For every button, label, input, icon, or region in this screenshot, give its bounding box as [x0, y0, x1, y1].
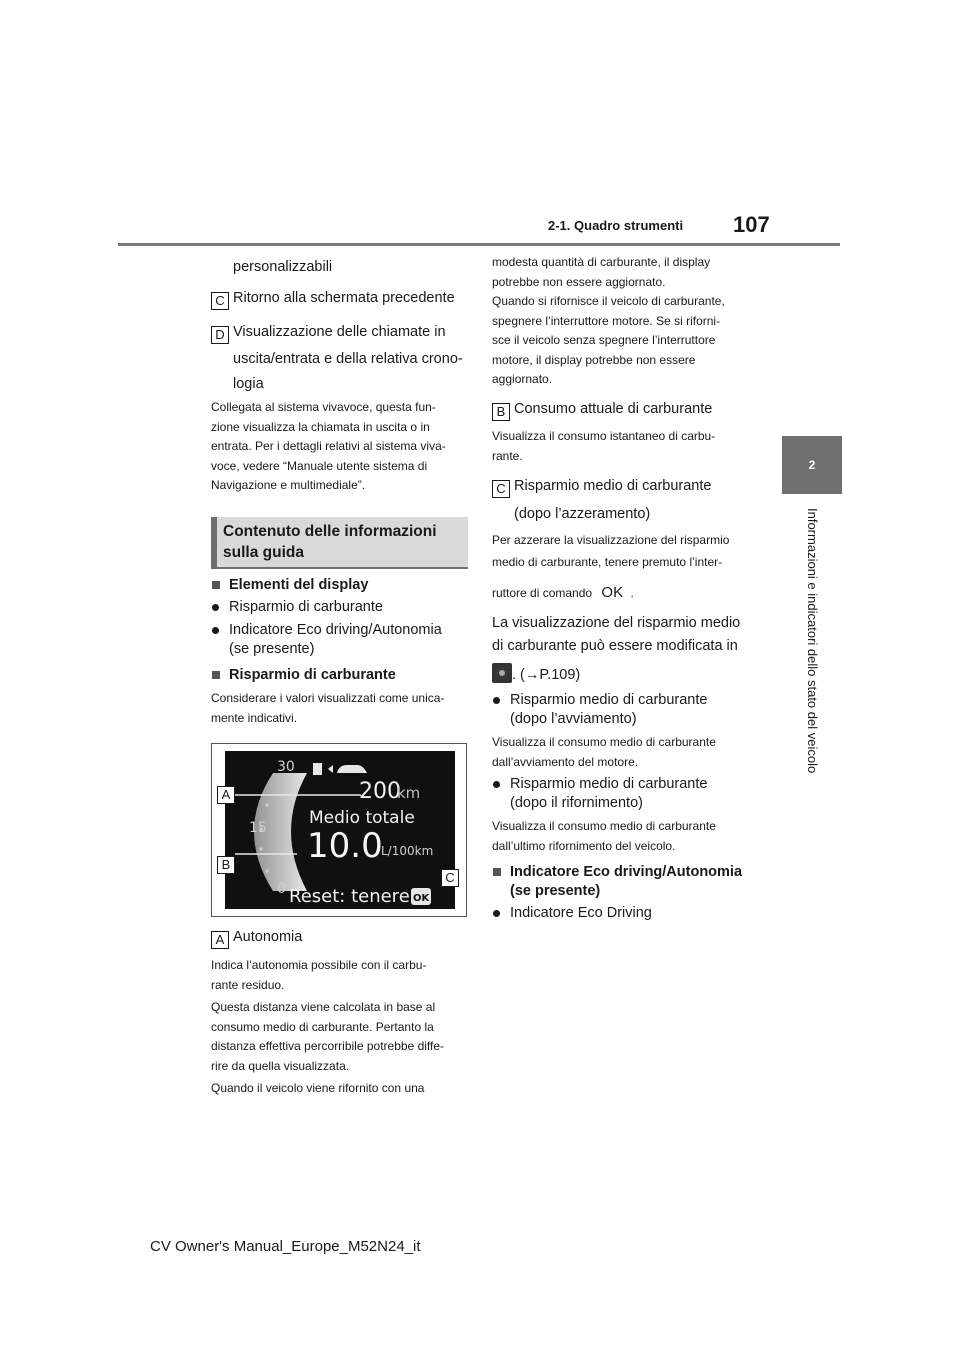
text-line: rire da quella visualizzata.: [211, 1058, 350, 1073]
chapter-title: Informazioni e indicatori dello stato del veicolo: [805, 508, 820, 774]
item-a-description: [211, 956, 473, 1099]
callout-b: B: [217, 856, 235, 874]
text-line: dall’avviamento del motore.: [492, 754, 639, 769]
page-number: 107: [733, 212, 770, 237]
text-line: aggiornato.: [492, 372, 553, 386]
callout-c: C: [441, 869, 459, 887]
page-reference: . (→P.109): [512, 667, 581, 683]
reset-desc-3-text: ruttore di comando: [492, 586, 593, 600]
text-line: Questa distanza viene calcolata in base al: [211, 1000, 436, 1014]
text-line: rante.: [492, 448, 523, 463]
bullet-fuel-economy: Risparmio di carburante: [229, 599, 383, 615]
range-unit: km: [397, 784, 421, 802]
item-d-line3: logia: [233, 376, 264, 392]
item-c-right-heading: [492, 477, 711, 498]
instrument-display-figure: [211, 743, 467, 917]
subheading-fuel-economy: Risparmio di carburante: [229, 667, 396, 683]
heading-accent-bar: [211, 517, 217, 567]
chapter-number: 2: [808, 458, 816, 472]
item-b-description: [492, 427, 754, 466]
item-a-heading: [211, 928, 302, 949]
settings-gear-icon: [492, 663, 512, 683]
after-refuel-description: [492, 817, 754, 856]
reset-desc-2: medio di carburante, tenere premuto l’inter-: [492, 555, 723, 569]
text-line: zione visualizza la chiamata in uscita o in: [211, 419, 430, 434]
text-line: voce, vedere “Manuale utente sistema di: [211, 458, 428, 473]
para-line-2: di carburante può essere modificata in: [492, 638, 738, 654]
para-line-1: La visualizzazione del risparmio medio: [492, 615, 741, 631]
arrow-left-icon: [328, 765, 333, 773]
item-b-heading: [492, 400, 712, 421]
display-screen: [225, 751, 455, 909]
ok-button-label: OK: [413, 893, 430, 904]
text-line: consumo medio di carburante. Pertanto la: [211, 1019, 434, 1034]
bullet-after-refuel-cont: (dopo il rifornimento): [510, 795, 643, 811]
section-heading: [223, 521, 463, 563]
text-line: dall’ultimo rifornimento del veicolo.: [492, 838, 676, 853]
text-line: Quando il veicolo viene rifornito con una: [211, 1081, 425, 1095]
label-a: A: [211, 931, 229, 949]
text-line: Considerare i valori visualizzati come unica-: [211, 691, 445, 705]
section-label: 2-1. Quadro strumenti: [548, 218, 684, 233]
item-c-right-text: Risparmio medio di carburante: [514, 478, 712, 494]
chapter-tab: [782, 436, 842, 494]
subheading-eco-indicator-cont: (se presente): [510, 883, 601, 899]
item-d-description: [211, 398, 471, 496]
heading-line-2: sulla guida: [223, 544, 304, 561]
gauge-label-30: 30: [277, 759, 295, 775]
section-heading-rule: [211, 567, 468, 569]
item-c-right-cont: (dopo l’azzeramento): [514, 506, 651, 522]
text-line: Visualizza il consumo medio di carburante: [492, 735, 716, 749]
subheading-display-elements: Elementi del display: [229, 577, 369, 593]
item-c-text: Ritorno alla schermata precedente: [233, 290, 455, 306]
label-d: D: [211, 326, 229, 344]
text-line: Indica l’autonomia possibile con il carbu-: [211, 958, 427, 972]
item-a-text: Autonomia: [233, 929, 303, 945]
reset-text: Reset: tenere: [289, 886, 410, 907]
label-c-right: C: [492, 480, 510, 498]
footer-manual-id: CV Owner's Manual_Europe_M52N24_it: [150, 1238, 421, 1255]
text-line: motore, il display potrebbe non essere: [492, 352, 696, 367]
ok-switch-glyph: OK: [601, 584, 624, 601]
callout-a: A: [217, 786, 235, 804]
right-intro: [492, 253, 754, 390]
consumption-unit: L/100km: [381, 844, 434, 858]
gauge-tick: [265, 803, 268, 806]
gauge-label-0: 0: [277, 881, 286, 897]
bullet-after-start: Risparmio medio di carburante: [510, 692, 708, 708]
text-line: Visualizza il consumo medio di carburante: [492, 819, 716, 833]
settings-reference: [492, 663, 580, 685]
subheading-eco-indicator: Indicatore Eco driving/Autonomia: [510, 864, 743, 880]
label-b: B: [492, 403, 510, 421]
bullet-eco-indicator: Indicatore Eco driving/Autonomia: [229, 622, 442, 638]
text-line: spegnere l’interruttore motore. Se si riforni-: [492, 313, 721, 328]
gauge-tick: [259, 847, 262, 850]
fuel-economy-description: [211, 689, 471, 728]
heading-line-1: Contenuto delle informazioni: [223, 523, 437, 540]
chapter-title-vertical: [806, 508, 820, 798]
bullet-after-start-cont: (dopo l’avviamento): [510, 711, 637, 727]
continued-text: personalizzabili: [233, 259, 333, 275]
text-line: potrebbe non essere aggiornato.: [492, 274, 666, 289]
gauge-tick: [265, 869, 268, 872]
text-line: modesta quantità di carburante, il display: [492, 255, 711, 269]
consumption-value: 10.0: [307, 826, 383, 866]
label-c: C: [211, 292, 229, 310]
fuel-pump-icon: [313, 763, 322, 775]
bullet-eco-driving: Indicatore Eco Driving: [510, 905, 652, 921]
section-heading-box: [211, 517, 468, 567]
text-line: sce il veicolo senza spegnere l’interruttore: [492, 333, 716, 347]
range-value: 200: [359, 779, 401, 804]
bullet-after-refuel: Risparmio medio di carburante: [510, 776, 708, 792]
after-start-description: [492, 733, 754, 772]
item-d-line2: uscita/entrata e della relativa crono-: [233, 351, 463, 367]
reset-desc-1: Per azzerare la visualizzazione del risparmio: [492, 533, 730, 547]
display-mode: Medio totale: [309, 808, 415, 828]
text-line: Navigazione e multimediale”.: [211, 478, 366, 492]
text-line: mente indicativi.: [211, 710, 298, 725]
text-line: Collegata al sistema vivavoce, questa fun-: [211, 400, 436, 414]
item-c-heading: [211, 289, 455, 310]
text-line: distanza effettiva percorribile potrebbe diffe-: [211, 1039, 445, 1053]
bullet-eco-indicator-cont: (se presente): [229, 641, 315, 657]
header-rule: [118, 243, 840, 246]
item-d-line1: Visualizzazione delle chiamate in: [233, 324, 446, 340]
item-b-text: Consumo attuale di carburante: [514, 401, 713, 417]
gauge-label-15: 15: [249, 820, 267, 836]
reset-desc-3: [492, 583, 634, 604]
display-graphic: [225, 751, 455, 909]
text-line: Visualizza il consumo istantaneo di carbu-: [492, 429, 716, 443]
period: .: [630, 586, 634, 600]
car-icon: [337, 765, 367, 773]
text-line: entrata. Per i dettagli relativi al sistema viva-: [211, 439, 446, 453]
text-line: Quando si rifornisce il veicolo di carburante,: [492, 294, 725, 308]
item-d-heading: [211, 323, 446, 344]
text-line: rante residuo.: [211, 977, 285, 992]
